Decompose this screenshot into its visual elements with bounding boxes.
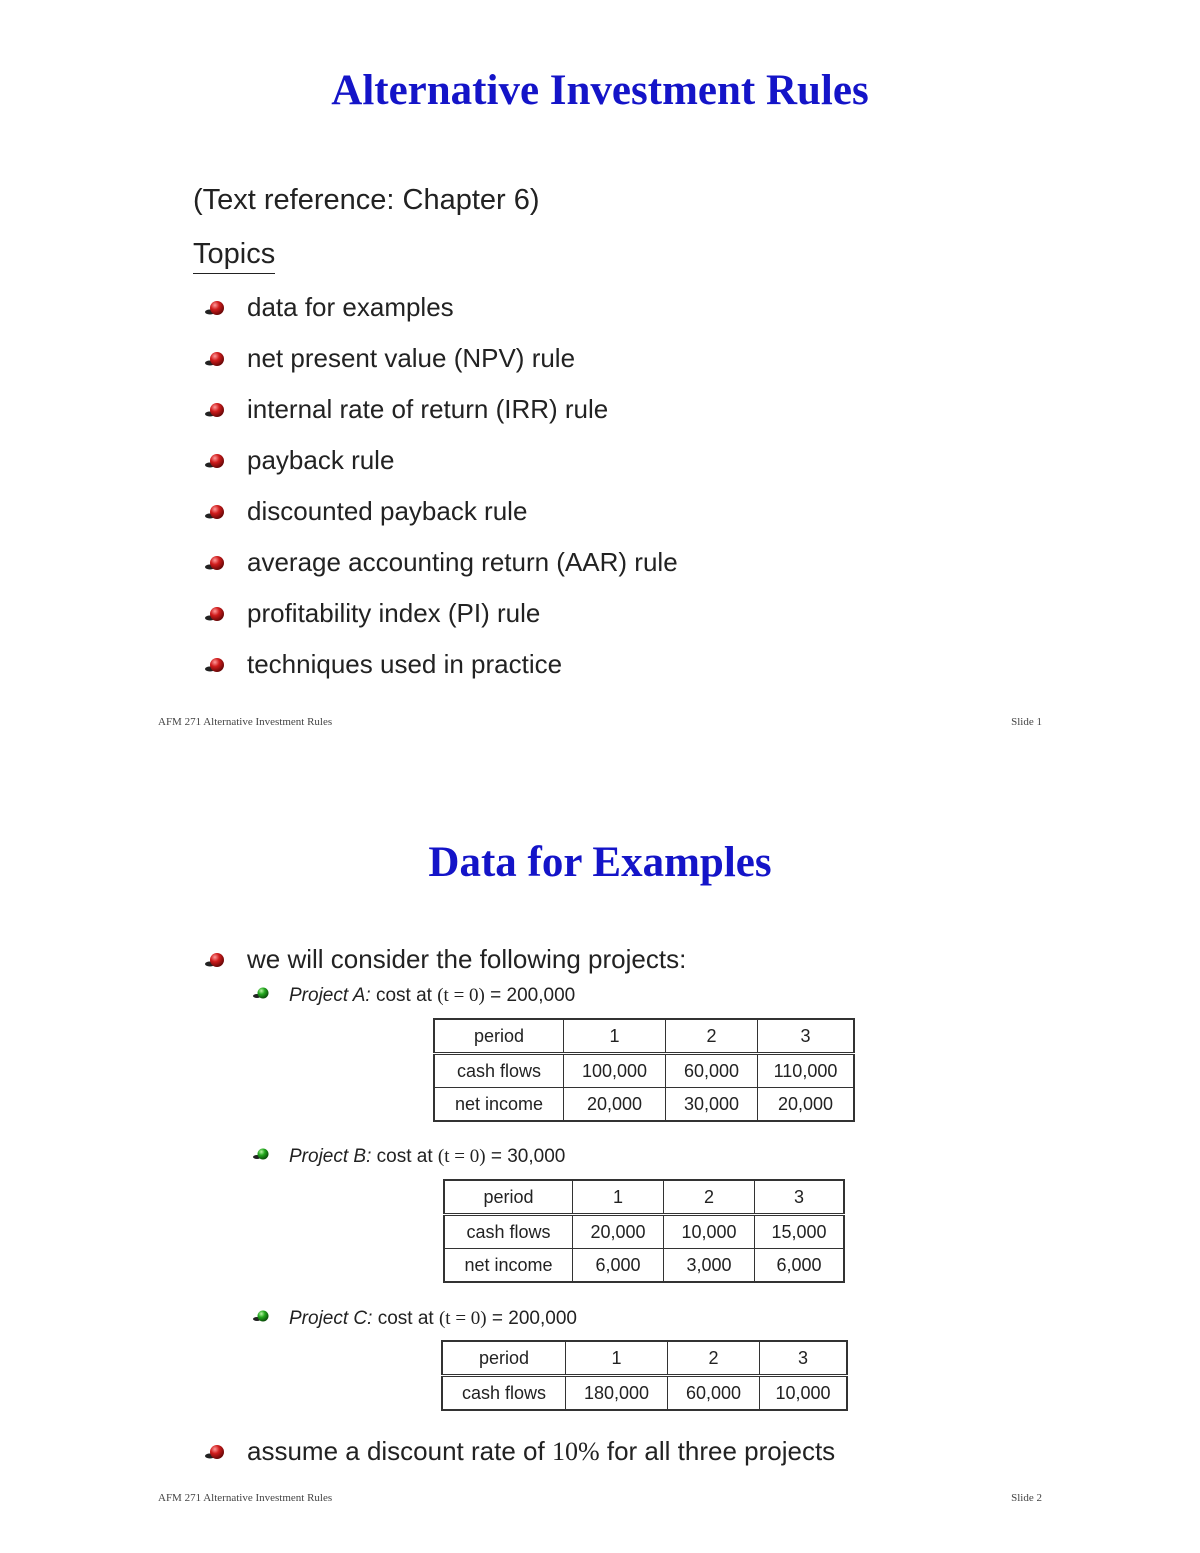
table-cell: 6,000: [755, 1249, 845, 1283]
table-cell: cash flows: [434, 1054, 564, 1088]
table-cell: 3,000: [664, 1249, 755, 1283]
table-row: [434, 1088, 854, 1122]
slide-2: [0, 776, 1200, 1553]
project-name: Project C:: [289, 1308, 373, 1329]
project-a-table: [433, 1018, 855, 1122]
red-ball-icon: [205, 607, 225, 622]
table-header-cell: 3: [755, 1180, 845, 1215]
footer-course: AFM 271 Alternative Investment Rules: [158, 1492, 333, 1504]
table-header-cell: period: [434, 1019, 564, 1054]
red-ball-icon: [205, 301, 225, 316]
project-b: [0, 1146, 900, 1176]
cost-value: = 30,000: [490, 1146, 566, 1167]
table-cell: 100,000: [564, 1054, 666, 1088]
topic-label: discounted payback rule: [247, 496, 528, 526]
list-item: [0, 496, 900, 536]
table-cell: 60,000: [666, 1054, 758, 1088]
project-cost-line: [289, 1146, 565, 1168]
green-ball-icon: [253, 1310, 269, 1322]
green-ball-icon: [253, 1148, 269, 1160]
red-ball-icon: [205, 658, 225, 673]
list-item: [0, 1436, 900, 1476]
table-cell: cash flows: [444, 1215, 573, 1249]
table-row: [444, 1180, 844, 1215]
red-ball-icon: [205, 1445, 225, 1460]
red-ball-icon: [205, 556, 225, 571]
list-item: [0, 598, 900, 638]
table-cell: 10,000: [760, 1376, 848, 1411]
topic-label: average accounting return (AAR) rule: [247, 547, 678, 577]
project-cost-line: [289, 1308, 577, 1330]
slide-1: [0, 0, 1200, 760]
table-cell: 20,000: [758, 1088, 855, 1122]
intro-text: we will consider the following projects:: [247, 944, 687, 974]
table-header-cell: 1: [573, 1180, 664, 1215]
footer-course: AFM 271 Alternative Investment Rules: [158, 716, 333, 728]
table-row: [444, 1249, 844, 1283]
table-row: [434, 1019, 854, 1054]
table-cell: 6,000: [573, 1249, 664, 1283]
table-row: [434, 1054, 854, 1088]
topics-heading: Topics: [193, 238, 275, 274]
closing-text: [247, 1436, 835, 1467]
table-cell: 110,000: [758, 1054, 855, 1088]
project-c: [0, 1308, 900, 1338]
cost-expression: (t = 0): [437, 985, 485, 1006]
slide-title: Alternative Investment Rules: [331, 67, 869, 114]
red-ball-icon: [205, 352, 225, 367]
table-row: [444, 1215, 844, 1249]
project-c-table: [441, 1340, 848, 1411]
slide-title: Data for Examples: [428, 839, 772, 886]
topic-label: payback rule: [247, 445, 395, 475]
table-header-cell: period: [444, 1180, 573, 1215]
red-ball-icon: [205, 953, 225, 968]
project-b-table: [443, 1179, 845, 1283]
table-cell: cash flows: [442, 1376, 566, 1411]
footer-slide-number: Slide 1: [1011, 716, 1042, 728]
red-ball-icon: [205, 454, 225, 469]
red-ball-icon: [205, 505, 225, 520]
cost-prefix: cost at: [375, 985, 432, 1006]
table-cell: 15,000: [755, 1215, 845, 1249]
project-name: Project B:: [289, 1146, 372, 1167]
table-header-cell: 1: [564, 1019, 666, 1054]
cost-expression: (t = 0): [437, 1146, 486, 1167]
list-item: [0, 445, 900, 485]
table-header-cell: 2: [668, 1341, 760, 1376]
cost-expression: (t = 0): [438, 1308, 487, 1329]
topic-label: techniques used in practice: [247, 649, 563, 679]
table-header-cell: 1: [566, 1341, 668, 1376]
table-header-cell: period: [442, 1341, 566, 1376]
list-item: [0, 649, 900, 689]
cost-value: = 200,000: [490, 985, 576, 1006]
cost-prefix: cost at: [377, 1308, 434, 1329]
footer-slide-number: Slide 2: [1011, 1492, 1042, 1504]
table-cell: 20,000: [573, 1215, 664, 1249]
text-reference: (Text reference: Chapter 6): [193, 184, 540, 216]
table-header-cell: 3: [760, 1341, 848, 1376]
green-ball-icon: [253, 987, 269, 999]
project-a: [0, 985, 900, 1015]
topic-label: internal rate of return (IRR) rule: [247, 394, 609, 424]
table-cell: 10,000: [664, 1215, 755, 1249]
list-item: [0, 292, 900, 332]
topic-label: profitability index (PI) rule: [247, 598, 541, 628]
discount-rate: 10%: [551, 1437, 600, 1466]
cost-prefix: cost at: [376, 1146, 433, 1167]
table-row: [442, 1341, 847, 1376]
table-cell: 30,000: [666, 1088, 758, 1122]
list-item: [0, 394, 900, 434]
table-row: [442, 1376, 847, 1411]
list-item: [0, 547, 900, 587]
cost-value: = 200,000: [491, 1308, 577, 1329]
table-header-cell: 2: [664, 1180, 755, 1215]
table-cell: net income: [434, 1088, 564, 1122]
topic-label: net present value (NPV) rule: [247, 343, 576, 373]
table-cell: 180,000: [566, 1376, 668, 1411]
table-cell: 20,000: [564, 1088, 666, 1122]
list-item: [0, 944, 900, 984]
project-cost-line: [289, 985, 575, 1007]
table-cell: net income: [444, 1249, 573, 1283]
table-header-cell: 3: [758, 1019, 855, 1054]
table-cell: 60,000: [668, 1376, 760, 1411]
table-header-cell: 2: [666, 1019, 758, 1054]
topic-label: data for examples: [247, 292, 454, 322]
closing-suffix: for all three projects: [606, 1436, 836, 1466]
project-name: Project A:: [289, 985, 371, 1006]
list-item: [0, 343, 900, 383]
red-ball-icon: [205, 403, 225, 418]
closing-prefix: assume a discount rate of: [247, 1436, 545, 1466]
